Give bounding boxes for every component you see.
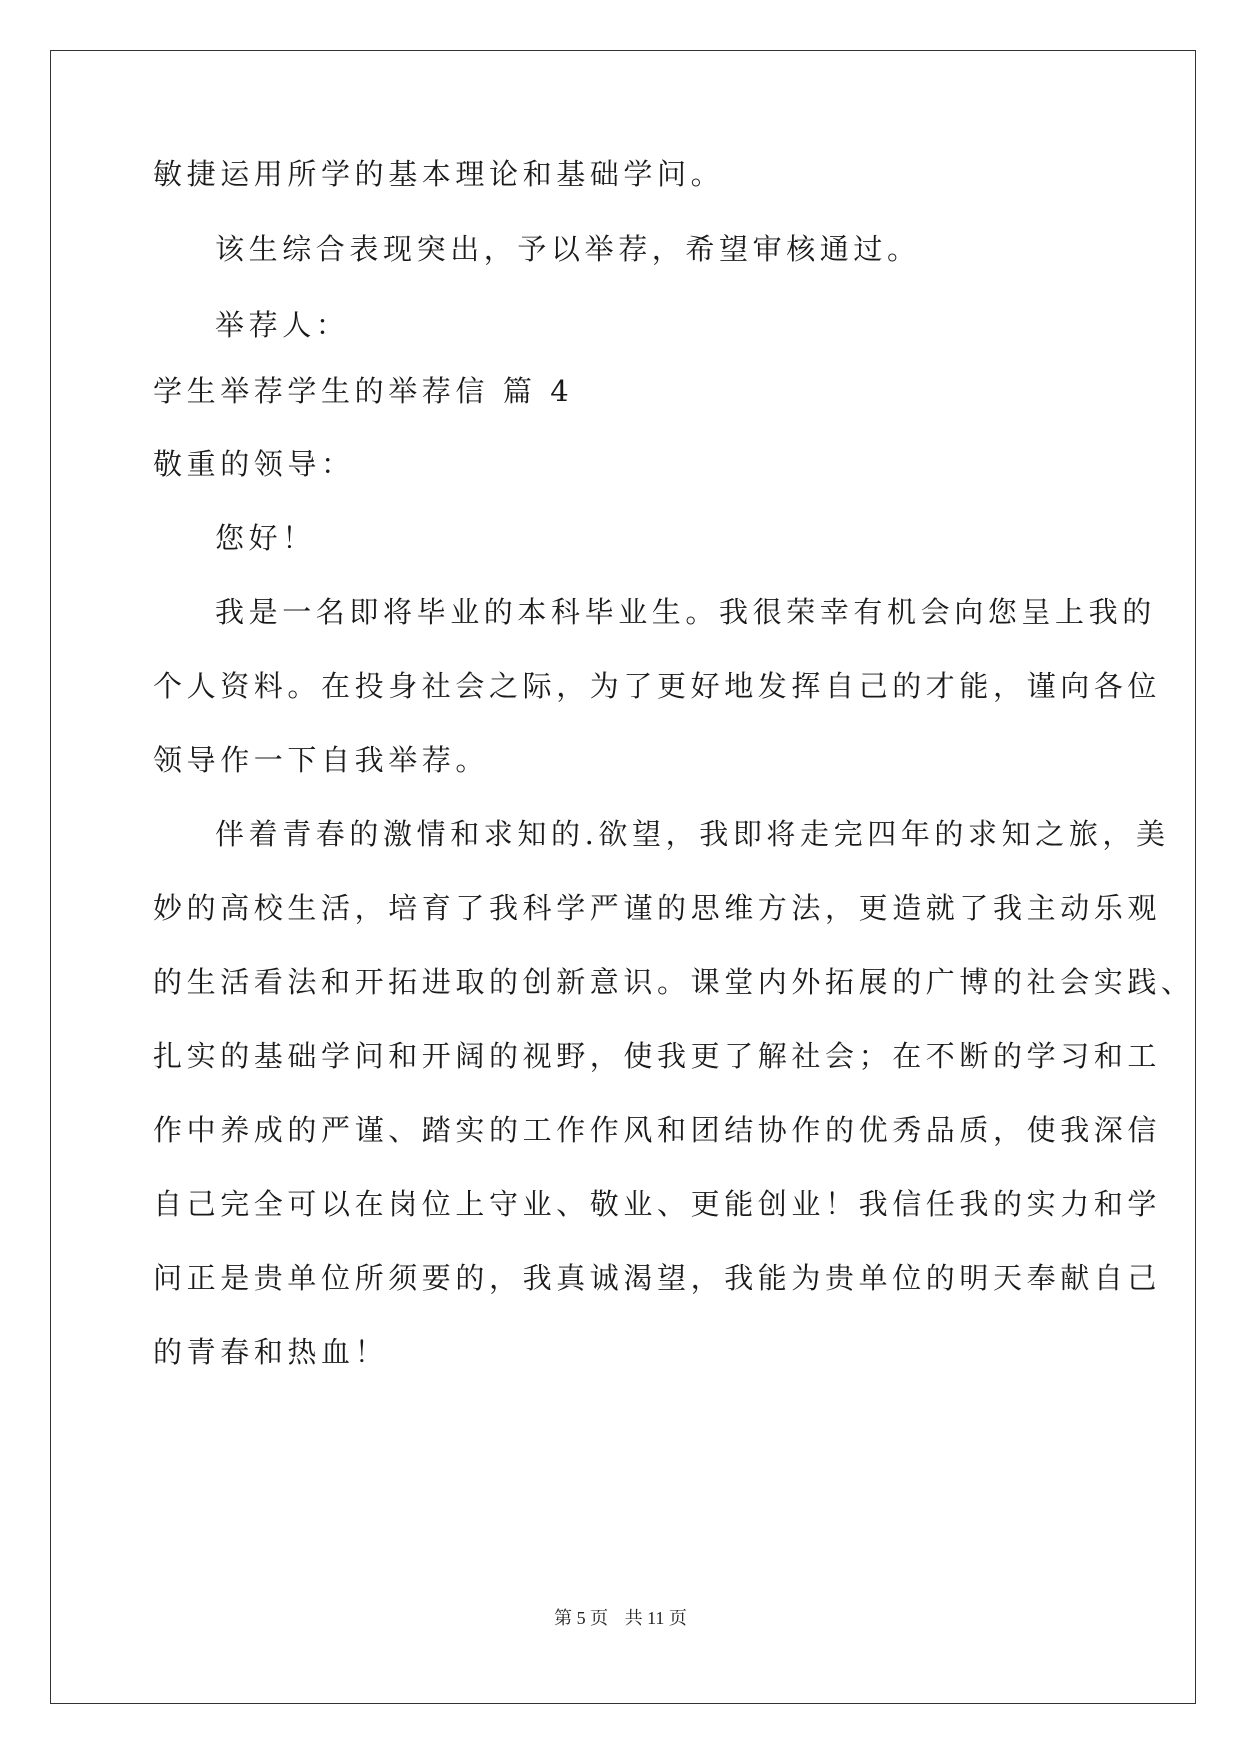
greeting: 您好！	[215, 521, 316, 555]
paragraph-1-line-2: 个人资料。在投身社会之际，为了更好地发挥自己的才能，谨向各位	[153, 669, 1162, 703]
salutation: 敬重的领导：	[153, 447, 355, 481]
paragraph-2-line-4: 扎实的基础学问和开阔的视野，使我更了解社会；在不断的学习和工	[153, 1039, 1162, 1073]
recommendation-statement: 该生综合表现突出，予以举荐，希望审核通过。	[215, 232, 921, 266]
recommender-label: 举荐人：	[215, 308, 350, 342]
paragraph-2-line-1: 伴着青春的激情和求知的.欲望，我即将走完四年的求知之旅，美	[215, 817, 1170, 851]
paragraph-2-line-2: 妙的高校生活，培育了我科学严谨的思维方法，更造就了我主动乐观	[153, 891, 1162, 925]
paragraph-2-line-5: 作中养成的严谨、踏实的工作作风和团结协作的优秀品质，使我深信	[153, 1113, 1162, 1147]
paragraph-1-line-3: 领导作一下自我举荐。	[153, 743, 490, 777]
section-heading: 学生举荐学生的举荐信 篇 4	[153, 374, 574, 408]
paragraph-1-line-1: 我是一名即将毕业的本科毕业生。我很荣幸有机会向您呈上我的	[215, 595, 1156, 629]
body-line-1: 敏捷运用所学的基本理论和基础学问。	[153, 157, 725, 191]
paragraph-2-line-7: 问正是贵单位所须要的，我真诚渴望，我能为贵单位的明天奉献自己	[153, 1261, 1162, 1295]
page-footer	[0, 1606, 1241, 1630]
page-number: 第 5 页	[554, 1608, 609, 1628]
paragraph-2-line-3: 的生活看法和开拓进取的创新意识。课堂内外拓展的广博的社会实践、	[153, 965, 1195, 999]
paragraph-2-line-8: 的青春和热血！	[153, 1335, 389, 1369]
page-total: 共 11 页	[624, 1608, 687, 1628]
paragraph-2-line-6: 自己完全可以在岗位上守业、敬业、更能创业！我信任我的实力和学	[153, 1187, 1162, 1221]
page-frame	[50, 50, 1196, 1704]
